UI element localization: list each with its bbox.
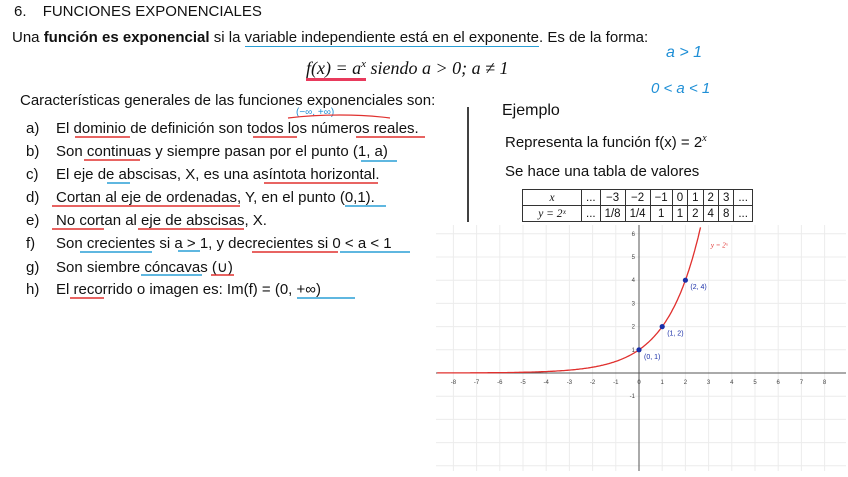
list-item: f) Son crecientes si a > 1, y decrecientes si 0 < a < 1 xyxy=(26,235,392,252)
x-tick-label: -3 xyxy=(566,380,573,386)
y-tick-label: 6 xyxy=(631,231,635,238)
section-title: FUNCIONES EXPONENCIALES xyxy=(42,3,262,20)
formula: $f(x) = a^x$ siendo a > 0; a ≠ 1 xyxy=(306,58,509,79)
x-tick-label: -2 xyxy=(589,380,596,386)
point-label: (1, 2) xyxy=(667,330,684,338)
y-tick-label: -1 xyxy=(629,394,635,401)
x-tick-label: -8 xyxy=(450,380,457,386)
table-intro: Se hace una tabla de valores xyxy=(505,163,700,180)
definition-bold: función es exponencial xyxy=(43,29,210,46)
curve-label: y = 2ˣ xyxy=(710,241,728,250)
x-tick-label: 0 xyxy=(637,380,641,386)
list-item: b) Son continuas y siempre pasan por el punto (1, a) xyxy=(26,143,388,160)
x-tick-label: 2 xyxy=(683,380,688,386)
example-title: Ejemplo xyxy=(502,102,560,119)
list-item: a) El dominio de definición son todos los números reales. xyxy=(26,120,419,137)
x-tick-label: 7 xyxy=(799,380,804,386)
y-tick-label: 5 xyxy=(631,255,635,261)
x-tick-label: -5 xyxy=(520,380,526,386)
x-tick-label: -4 xyxy=(543,380,549,386)
definition-underlined: variable independiente está en el exponente xyxy=(244,29,539,46)
x-tick-label: -6 xyxy=(497,380,503,386)
y-tick-label: 4 xyxy=(631,278,635,285)
formula-rest: siendo a > 0; a ≠ 1 xyxy=(366,58,509,78)
x-tick-label: 8 xyxy=(822,380,827,386)
data-point xyxy=(660,324,665,329)
x-tick-label: 3 xyxy=(706,380,711,386)
exponential-graph xyxy=(436,225,846,471)
formula-fx: f(x) = a xyxy=(306,58,362,78)
handwritten-range: 0 < a < 1 xyxy=(651,80,711,97)
point-label: (2, 4) xyxy=(690,284,707,292)
list-item: d) Cortan al eje de ordenadas, Y, en el punto (0,1). xyxy=(26,189,375,206)
list-item: e) No cortan al eje de abscisas, X. xyxy=(26,212,267,229)
values-table xyxy=(522,189,753,222)
handwritten-a-gt-1: a > 1 xyxy=(666,44,703,61)
handwritten-domain-note: (−∞, +∞) xyxy=(296,107,335,118)
list-item: g) Son siembre cóncavas (∪) xyxy=(26,259,233,276)
definition-text: Una función es exponencial si la variable independiente está en el exponente. Es de la forma: xyxy=(12,29,649,46)
x-tick-label: 6 xyxy=(776,380,780,386)
x-tick-label: -1 xyxy=(613,380,619,386)
example-prompt: Representa la función $f(x) = 2^x$ xyxy=(505,133,707,151)
y-tick-label: 2 xyxy=(631,324,635,331)
y-tick-label: 1 xyxy=(631,347,635,354)
x-tick-label: -7 xyxy=(473,380,480,386)
section-number: 6. xyxy=(14,3,27,20)
table-row: x ... −3 −2 −1 0 1 2 3 ... xyxy=(523,190,753,206)
data-point xyxy=(636,347,641,352)
list-item: h) El recorrido o imagen es: Im(f) = (0, +∞) xyxy=(26,281,321,298)
list-item: c) El eje de abscisas, X, es una asíntota horizontal. xyxy=(26,166,380,183)
point-label: (0, 1) xyxy=(644,353,661,361)
y-tick-label: 3 xyxy=(631,301,635,308)
characteristics-title: Características generales de las funciones exponenciales son: xyxy=(20,92,436,109)
data-point xyxy=(683,278,688,283)
x-tick-label: 4 xyxy=(730,380,734,386)
section-heading xyxy=(14,3,262,20)
x-tick-label: 1 xyxy=(660,380,664,386)
x-tick-label: 5 xyxy=(753,380,757,386)
table-row: y = 2ˣ ... 1/8 1/4 1 1 2 4 8 ... xyxy=(523,206,753,222)
